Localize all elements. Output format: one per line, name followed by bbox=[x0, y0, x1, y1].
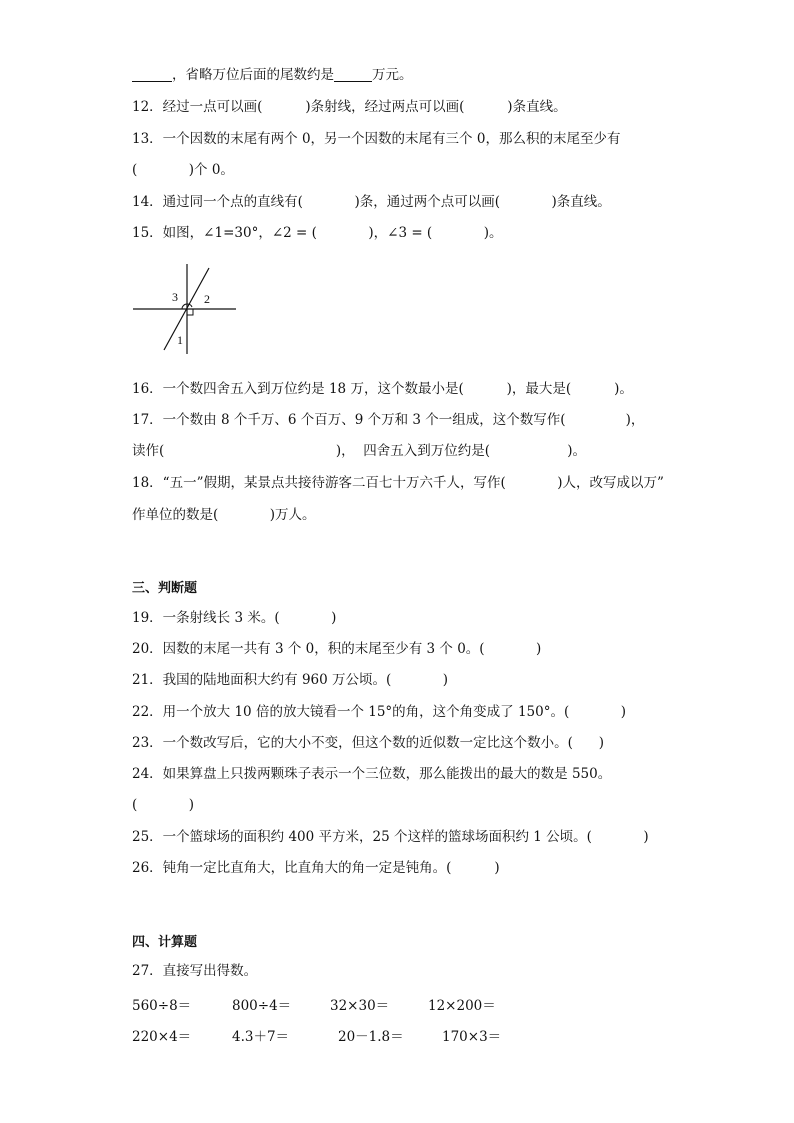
question-24-cont: ( ) bbox=[132, 797, 195, 813]
angle-figure bbox=[130, 260, 242, 356]
calc-item: 12×200＝ bbox=[428, 998, 496, 1014]
question-22: 22．用一个放大 10 倍的放大镜看一个 15°的角，这个角变成了 150°。( ) bbox=[132, 704, 626, 720]
question-16: 16．一个数四舍五入到万位约是 18 万，这个数最小是( )，最大是( )。 bbox=[132, 381, 633, 397]
calc-item: 800÷4＝ bbox=[232, 998, 292, 1014]
question-11-tail: ，省略万位后面的尾数约是 万元。 bbox=[132, 66, 413, 84]
answer-blank[interactable] bbox=[334, 67, 372, 82]
angle-label-2: 2 bbox=[204, 292, 210, 306]
angle-label-1: 1 bbox=[177, 333, 183, 347]
section-3-title: 三、判断题 bbox=[132, 581, 198, 596]
calc-item: 170×3＝ bbox=[442, 1029, 502, 1045]
question-24: 24．如果算盘上只拨两颗珠子表示一个三位数，那么能拨出的最大的数是 550。 bbox=[132, 766, 612, 782]
question-19: 19．一条射线长 3 米。( ) bbox=[132, 610, 337, 626]
calc-item: 32×30＝ bbox=[330, 998, 390, 1014]
question-13-cont: ( )个 0。 bbox=[132, 162, 234, 178]
question-27: 27．直接写出得数。 bbox=[132, 963, 258, 979]
angle-label-3: 3 bbox=[172, 290, 178, 304]
question-18: 18．“五一”假期，某景点共接待游客二百七十万六千人，写作( )人，改写成以万” bbox=[132, 475, 664, 491]
calc-item: 20－1.8＝ bbox=[338, 1029, 404, 1045]
answer-blank[interactable] bbox=[132, 67, 172, 82]
question-18-cont: 作单位的数是( )万人。 bbox=[132, 507, 316, 523]
calc-item: 560÷8＝ bbox=[132, 998, 192, 1014]
question-17: 17．一个数由 8 个千万、6 个百万、9 个万和 3 个一组成，这个数写作( )， bbox=[132, 412, 645, 428]
question-15: 15．如图，∠1=30°，∠2 = ( )，∠3 = ( )。 bbox=[132, 225, 503, 241]
question-14: 14．通过同一个点的直线有( )条，通过两个点可以画( )条直线。 bbox=[132, 194, 611, 210]
section-4-title: 四、计算题 bbox=[132, 935, 198, 950]
question-13: 13．一个因数的末尾有两个 0，另一个因数的末尾有三个 0，那么积的末尾至少有 bbox=[132, 131, 621, 147]
question-20: 20．因数的末尾一共有 3 个 0，积的末尾至少有 3 个 0。( ) bbox=[132, 641, 542, 657]
calc-item: 4.3＋7＝ bbox=[232, 1029, 290, 1045]
question-23: 23．一个数改写后，它的大小不变，但这个数的近似数一定比这个数小。( ) bbox=[132, 735, 604, 751]
question-26: 26．钝角一定比直角大，比直角大的角一定是钝角。( ) bbox=[132, 860, 500, 876]
question-17-cont: 读作( )， 四舍五入到万位约是( )。 bbox=[132, 443, 587, 459]
question-12: 12．经过一点可以画( )条射线，经过两点可以画( )条直线。 bbox=[132, 99, 567, 115]
right-angle-mark bbox=[187, 309, 193, 315]
calc-item: 220×4＝ bbox=[132, 1029, 192, 1045]
question-21: 21．我国的陆地面积大约有 960 万公顷。( ) bbox=[132, 672, 449, 688]
question-25: 25．一个篮球场的面积约 400 平方米，25 个这样的篮球场面积约 1 公顷。( ) bbox=[132, 829, 649, 845]
